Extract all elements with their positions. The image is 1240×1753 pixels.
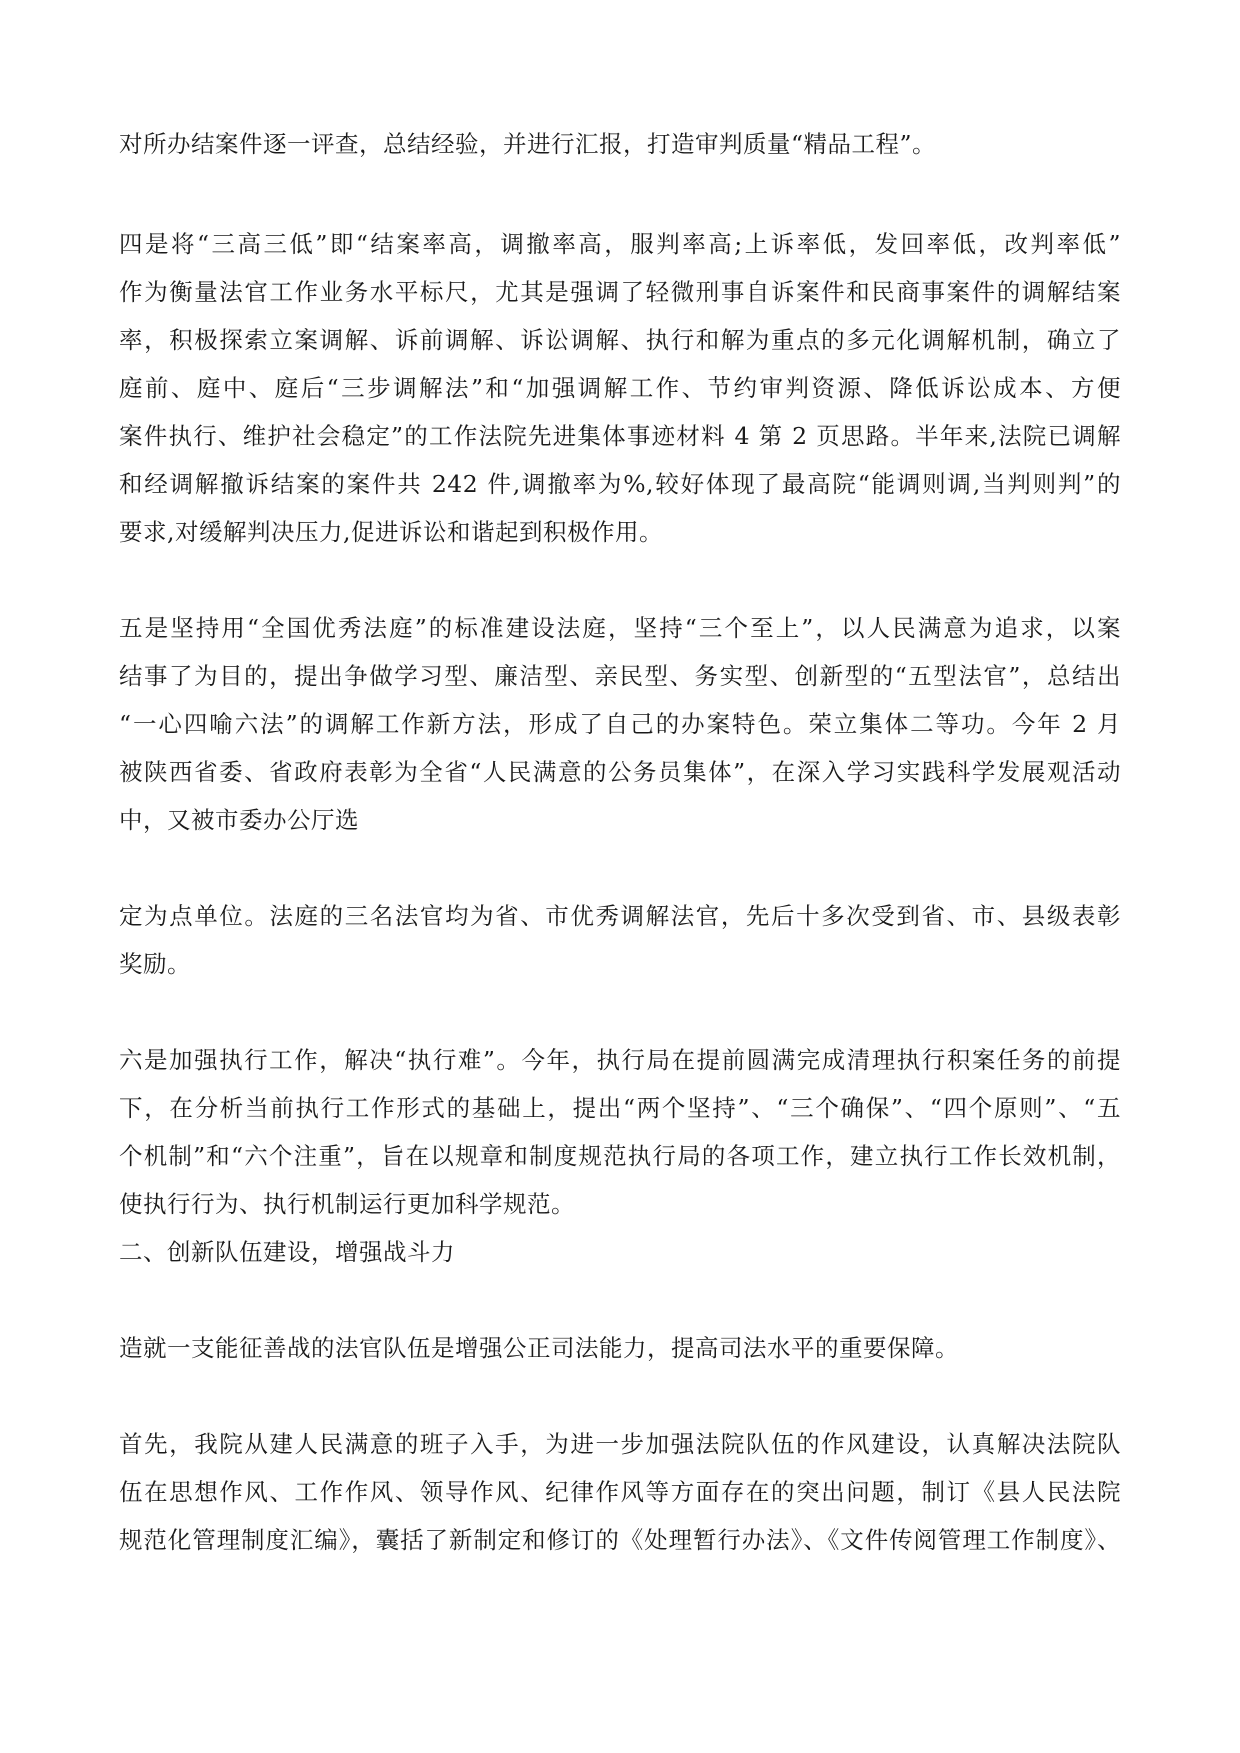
text-line: 伍在思想作风、工作作风、领导作风、纪律作风等方面存在的突出问题，制订《县人民法院	[119, 1478, 1121, 1506]
paragraph-5	[119, 1036, 1121, 1228]
text-line: 下，在分析当前执行工作形式的基础上，提出“两个坚持”、“三个确保”、“四个原则”、“五	[119, 1094, 1121, 1122]
paragraph-8	[119, 1420, 1121, 1564]
text-line: 作为衡量法官工作业务水平标尺，尤其是强调了轻微刑事自诉案件和民商事案件的调解结案	[119, 278, 1121, 306]
text-line: 被陕西省委、省政府表彰为全省“人民满意的公务员集体”，在深入学习实践科学发展观活动	[119, 758, 1121, 786]
text-line: 个机制”和“六个注重”，旨在以规章和制度规范执行局的各项工作，建立执行工作长效机制，	[119, 1142, 1121, 1170]
text-line: 案件执行、维护社会稳定”的工作法院先进集体事迹材料 4 第 2 页思路。半年来,法院已调解	[119, 422, 1121, 450]
heading-line: 二、创新队伍建设，增强战斗力	[119, 1238, 455, 1266]
paragraph-3	[119, 604, 1121, 844]
text-line: 要求,对缓解判决压力,促进诉讼和谐起到积极作用。	[119, 518, 663, 546]
text-line: 和经调解撤诉结案的案件共 242 件,调撤率为%,较好体现了最高院“能调则调,当判则判”的	[119, 470, 1121, 498]
paragraph-2	[119, 220, 1121, 556]
text-line: 中，又被市委办公厅选	[119, 806, 359, 834]
text-line: “一心四喻六法”的调解工作新方法，形成了自己的办案特色。荣立集体二等功。今年 2 月	[119, 710, 1121, 738]
text-line: 规范化管理制度汇编》，囊括了新制定和修订的《处理暂行办法》、《文件传阅管理工作制度》、	[119, 1526, 1121, 1554]
text-line: 造就一支能征善战的法官队伍是增强公正司法能力，提高司法水平的重要保障。	[119, 1334, 959, 1362]
text-line: 对所办结案件逐一评查，总结经验，并进行汇报，打造审判质量“精品工程”。	[119, 130, 937, 158]
paragraph-7	[119, 1324, 1121, 1372]
text-line: 庭前、庭中、庭后“三步调解法”和“加强调解工作、节约审判资源、降低诉讼成本、方便	[119, 374, 1121, 402]
text-line: 四是将“三高三低”即“结案率高，调撤率高，服判率高;上诉率低，发回率低，改判率低”	[119, 230, 1121, 258]
paragraph-1	[119, 120, 1121, 168]
paragraph-4	[119, 892, 1121, 988]
text-line: 结事了为目的，提出争做学习型、廉洁型、亲民型、务实型、创新型的“五型法官”，总结出	[119, 662, 1121, 690]
text-line: 率，积极探索立案调解、诉前调解、诉讼调解、执行和解为重点的多元化调解机制，确立了	[119, 326, 1121, 354]
section-heading	[119, 1228, 1121, 1276]
text-line: 使执行行为、执行机制运行更加科学规范。	[119, 1190, 575, 1218]
text-line: 定为点单位。法庭的三名法官均为省、市优秀调解法官，先后十多次受到省、市、县级表彰	[119, 902, 1121, 930]
text-line: 奖励。	[119, 950, 191, 978]
text-line: 五是坚持用“全国优秀法庭”的标准建设法庭，坚持“三个至上”，以人民满意为追求，以案	[119, 614, 1121, 642]
text-line: 六是加强执行工作，解决“执行难”。今年，执行局在提前圆满完成清理执行积案任务的前提	[119, 1046, 1121, 1074]
text-line: 首先，我院从建人民满意的班子入手，为进一步加强法院队伍的作风建设，认真解决法院队	[119, 1430, 1121, 1458]
